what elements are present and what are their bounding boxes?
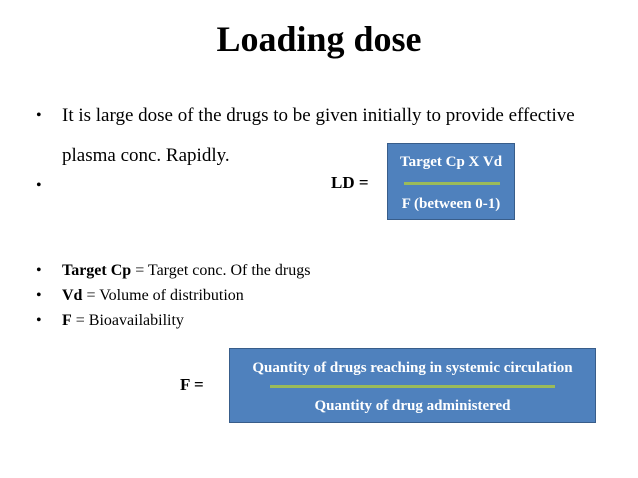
f-numerator: Quantity of drugs reaching in systemic circulation <box>252 360 573 376</box>
f-label: F = <box>180 375 204 394</box>
definition-desc: = Bioavailability <box>71 312 184 329</box>
slide-title: Loading dose <box>216 19 422 59</box>
definition-text <box>62 260 310 282</box>
definition-term: F <box>62 312 72 329</box>
definition-desc: = Target conc. Of the drugs <box>131 262 311 279</box>
ld-fraction-line <box>404 182 500 185</box>
bullet-dot: • <box>36 312 42 329</box>
bullet-dot: • <box>36 177 42 194</box>
definition-desc: = Volume of distribution <box>82 287 244 304</box>
ld-denominator: F (between 0-1) <box>401 196 501 212</box>
bullet-dot: • <box>36 107 42 124</box>
bullet-dot: • <box>36 287 42 304</box>
f-fraction-line <box>270 385 555 388</box>
intro-text: It is large dose of the drugs to be given initially to provide effective plasma conc. Rapidly. <box>62 105 575 166</box>
definition-text <box>62 285 244 307</box>
ld-formula-box <box>387 143 515 220</box>
bullet-dot: • <box>36 262 42 279</box>
f-formula-box <box>229 348 596 423</box>
ld-numerator: Target Cp X Vd <box>399 154 503 170</box>
ld-label: LD = <box>331 173 369 192</box>
f-denominator: Quantity of drug administered <box>314 398 511 414</box>
definition-text <box>62 310 184 332</box>
definition-term: Target Cp <box>62 262 132 279</box>
definition-term: Vd <box>62 287 83 304</box>
